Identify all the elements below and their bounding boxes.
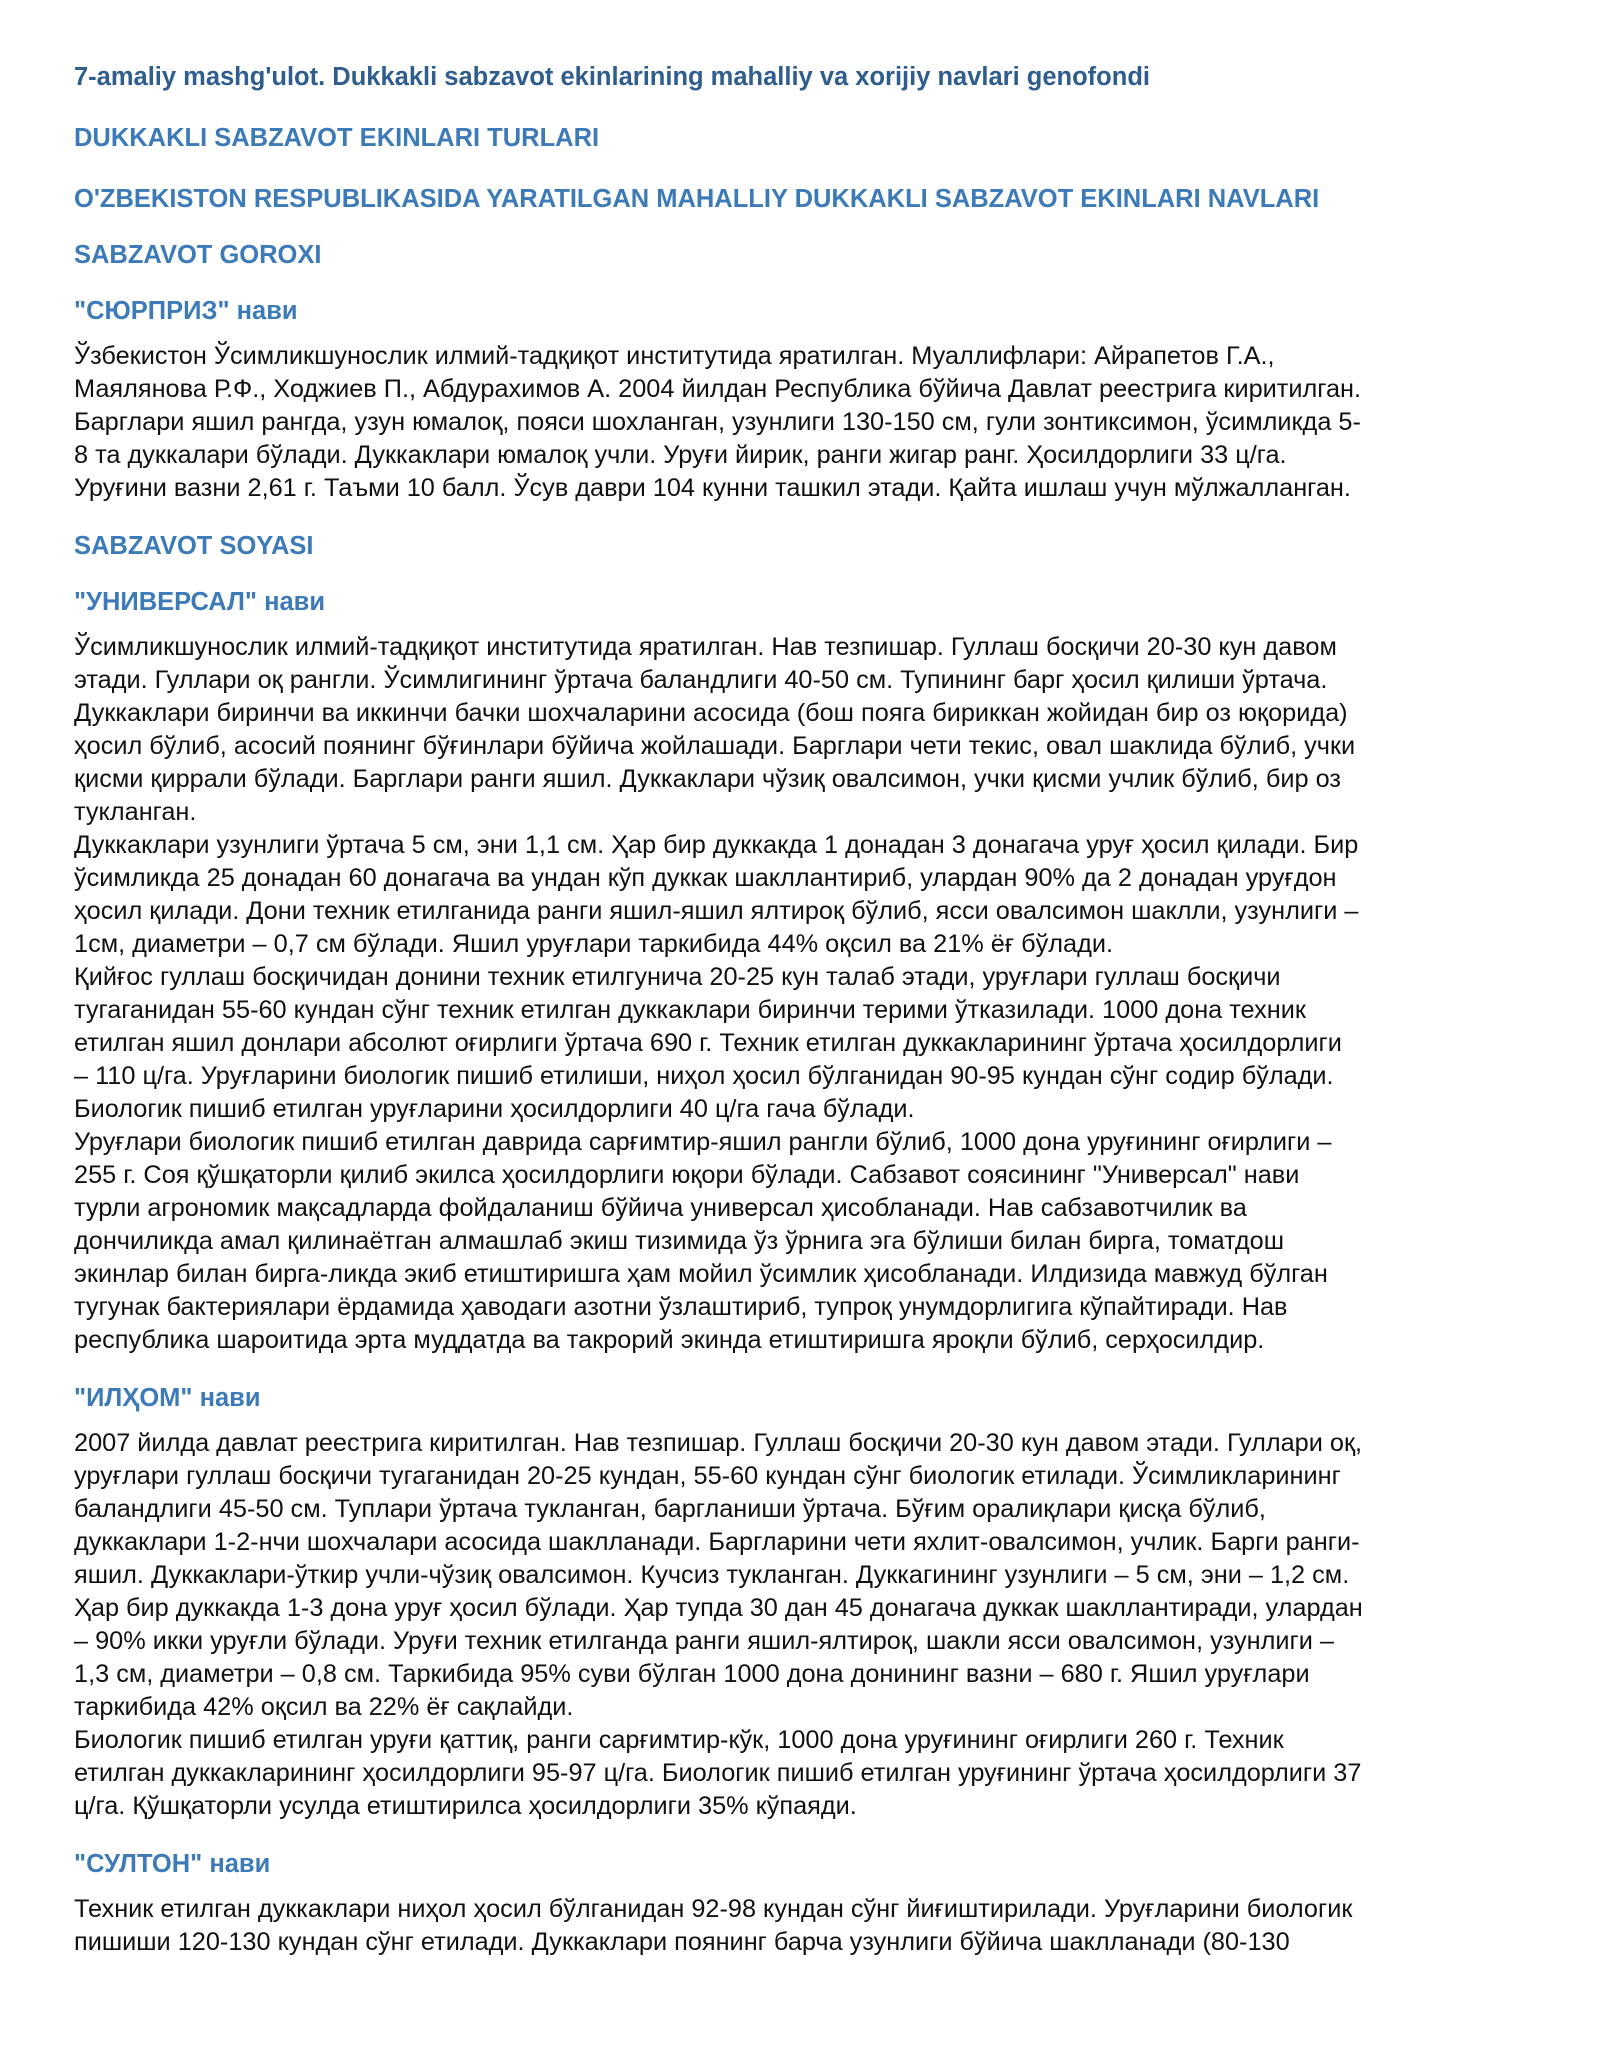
text-line: Уруғлари биологик пишиб етилган даврида сарғимтир-яшил рангли бўлиб, 1000 дона уруғининг оғирлиги – [74, 1128, 1332, 1156]
text-line: уруғлари гуллаш босқичи тугаганидан 20-25 кундан, 55-60 кундан сўнг биологик етилади. Ўсимликларининг [74, 1462, 1341, 1490]
text-line: Уруғини вазни 2,61 г. Таъми 10 балл. Ўсув даври 104 кунни ташкил этади. Қайта ишлаш учун мўлжалланган. [74, 474, 1351, 502]
text-line: дончиликда амал қилинаётган алмашлаб экиш тизимида ўз ўрнига эга бўлиши билан бирга, томатдош [74, 1227, 1285, 1255]
variety-heading: "УНИВЕРСАЛ" нави [74, 588, 326, 616]
text-line: ҳосил бўлиб, асосий поянинг бўғинлари бўйича жойлашади. Барглари чети текис, овал шаклида бўлиб, учки [74, 732, 1356, 760]
text-line: Ҳар бир дуккакда 1-3 дона уруғ ҳосил бўлади. Ҳар тупда 30 дан 45 донагача дуккак шакллантиради, улардан [74, 1594, 1363, 1622]
variety-heading: "СЮРПРИЗ" нави [74, 297, 298, 325]
section-heading-types: DUKKAKLI SABZAVOT EKINLARI TURLARI [74, 124, 600, 152]
text-line: Ўзбекистон Ўсимликшунослик илмий-тадқиқот институтида яратилган. Муаллифлари: Айрапетов Г.А., [74, 342, 1275, 370]
text-line: ўсимликда 25 донадан 60 донагача ва ундан кўп дуккак шакллантириб, улардан 90% да 2 донадан уруғдон [74, 864, 1337, 892]
text-line: Барглари яшил рангда, узун юмалоқ, пояси шохланган, узунлиги 130-150 см, гули зонтиксимон, ўсимликда 5- [74, 408, 1361, 436]
text-line: этади. Гуллари оқ рангли. Ўсимлигининг ўртача баландлиги 40-50 см. Тупининг барг ҳосил қилиши ўртача. [74, 666, 1328, 694]
text-line: Биологик пишиб етилган уруғи қаттиқ, ранги сарғимтир-кўк, 1000 дона уруғининг оғирлиги 260 г. Техник [74, 1726, 1284, 1754]
document-title: 7-amaliy mashg'ulot. Dukkakli sabzavot ekinlarining mahalliy va xorijiy navlari genofondi [74, 63, 1150, 91]
text-line: Маялянова Р.Ф., Ходжиев П., Абдурахимов А. 2004 йилдан Республика бўйича Давлат реестрига киритилган. [74, 375, 1362, 403]
text-line: 2007 йилда давлат реестрига киритилган. Нав тезпишар. Гуллаш босқичи 20-30 кун давом этади. Гуллари оқ, [74, 1429, 1363, 1457]
text-line: Биологик пишиб етилган уруғларини ҳосилдорлиги 40 ц/га гача бўлади. [74, 1095, 915, 1123]
text-line: республика шароитида эрта муддатда ва такрорий экинда етиштиришга яроқли бўлиб, серҳосилдир. [74, 1326, 1265, 1354]
text-line: 1см, диаметри – 0,7 см бўлади. Яшил уруғлари таркибида 44% оқсил ва 21% ёғ бўлади. [74, 930, 1114, 958]
text-line: дуккаклари 1-2-нчи шохчалари асосида шаклланади. Баргларини чети яхлит-овалсимон, учлик. Барги ранги- [74, 1528, 1360, 1556]
text-line: турли агрономик мақсадларда фойдаланиш бўйича универсал ҳисобланади. Нав сабзавотчилик ва [74, 1194, 1247, 1222]
variety-description [74, 1427, 1554, 1823]
variety-description [74, 1893, 1554, 1959]
text-line: 8 та дуккалари бўлади. Дуккаклари юмалоқ учли. Уруғи йирик, ранги жигар ранг. Ҳосилдорлиги 33 ц/га. [74, 441, 1287, 469]
variety-heading: "СУЛТОН" нави [74, 1850, 271, 1878]
text-line: тугаганидан 55-60 кундан сўнг техник етилган дуккаклари биринчи терими ўтказилади. 1000 дона техник [74, 996, 1306, 1024]
text-line: Қийғос гуллаш босқичидан донини техник етилгунича 20-25 кун талаб этади, уруғлари гуллаш босқичи [74, 963, 1281, 991]
text-line: 255 г. Соя қўшқаторли қилиб экилса ҳосилдорлиги юқори бўлади. Сабзавот соясининг "Универсал" нави [74, 1161, 1300, 1189]
groups-container [74, 240, 1554, 1959]
crop-group-heading: SABZAVOT SOYASI [74, 532, 314, 560]
text-line: таркибида 42% оқсил ва 22% ёғ сақлайди. [74, 1693, 574, 1721]
text-line: 1,3 см, диаметри – 0,8 см. Таркибида 95% суви бўлган 1000 дона донининг вазни – 680 г. Яшил уруғлари [74, 1660, 1310, 1688]
text-line: яшил. Дуккаклари-ўткир учли-чўзиқ овалсимон. Кучсиз тукланган. Дуккагининг узунлиги – 5 см, эни – 1,2 см. [74, 1561, 1350, 1589]
text-line: – 110 ц/га. Уруғларини биологик пишиб етилиши, ниҳол ҳосил бўлганидан 90-95 кундан сўнг содир бўлади. [74, 1062, 1334, 1090]
variety-description [74, 340, 1554, 505]
text-line: Дуккаклари биринчи ва иккинчи бачки шохчаларини асосида (бош пояга бириккан жойидан бир оз юқорида) [74, 699, 1348, 727]
text-line: тукланган. [74, 798, 197, 826]
text-line: Дуккаклари узунлиги ўртача 5 см, эни 1,1 см. Ҳар бир дуккакда 1 донадан 3 донагача уруғ ҳосил қилади. Бир [74, 831, 1359, 859]
variety-description [74, 631, 1554, 1357]
text-line: баландлиги 45-50 см. Туплари ўртача тукланган, баргланиши ўртача. Бўғим оралиқлари қисқа бўлиб, [74, 1495, 1266, 1523]
text-line: Техник етилган дуккаклари ниҳол ҳосил бўлганидан 92-98 кундан сўнг йиғиштирилади. Уруғларини биологик [74, 1895, 1353, 1923]
text-line: Ўсимликшунослик илмий-тадқиқот институтида яратилган. Нав тезпишар. Гуллаш босқичи 20-30 кун давом [74, 633, 1337, 661]
crop-group-heading: SABZAVOT GOROXI [74, 241, 322, 269]
text-line: – 90% икки уруғли бўлади. Уруғи техник етилганда ранги яшил-ялтироқ, шакли ясси овалсимон, узунлиги – [74, 1627, 1335, 1655]
text-line: қисми қиррали бўлади. Барглари ранги яшил. Дуккаклари чўзиқ овалсимон, учки қисми учлик бўлиб, бир оз [74, 765, 1341, 793]
variety-heading: "ИЛҲОМ" нави [74, 1384, 261, 1412]
text-line: экинлар билан бирга-ликда экиб етиштиришга ҳам мойил ўсимлик ҳисобланади. Илдизида мавжуд бўлган [74, 1260, 1328, 1288]
text-line: пишиши 120-130 кундан сўнг етилади. Дуккаклари поянинг барча узунлиги бўйича шаклланади (80-130 [74, 1928, 1290, 1956]
text-line: етилган яшил донлари абсолют оғирлиги ўртача 690 г. Техник етилган дуккакларининг ўртача ҳосилдорлиги [74, 1029, 1342, 1057]
text-line: ҳосил қилади. Дони техник етилганида ранги яшил-яшил ялтироқ бўлиб, ясси овалсимон шаклли, узунлиги – [74, 897, 1359, 925]
text-line: тугунак бактериялари ёрдамида ҳаводаги азотни ўзлаштириб, тупроқ унумдорлигига кўпайтиради. Нав [74, 1293, 1288, 1321]
text-line: етилган дуккакларининг ҳосилдорлиги 95-97 ц/га. Биологик пишиб етилган уруғининг ўртача ҳосилдорлиги 37 [74, 1759, 1362, 1787]
section-heading-local-varieties: O'ZBEKISTON RESPUBLIKASIDA YARATILGAN MAHALLIY DUKKAKLI SABZAVOT EKINLARI NAVLARI [74, 185, 1320, 213]
document-page [74, 62, 1554, 1985]
text-line: ц/га. Қўшқаторли усулда етиштирилса ҳосилдорлиги 35% кўпаяди. [74, 1792, 857, 1820]
